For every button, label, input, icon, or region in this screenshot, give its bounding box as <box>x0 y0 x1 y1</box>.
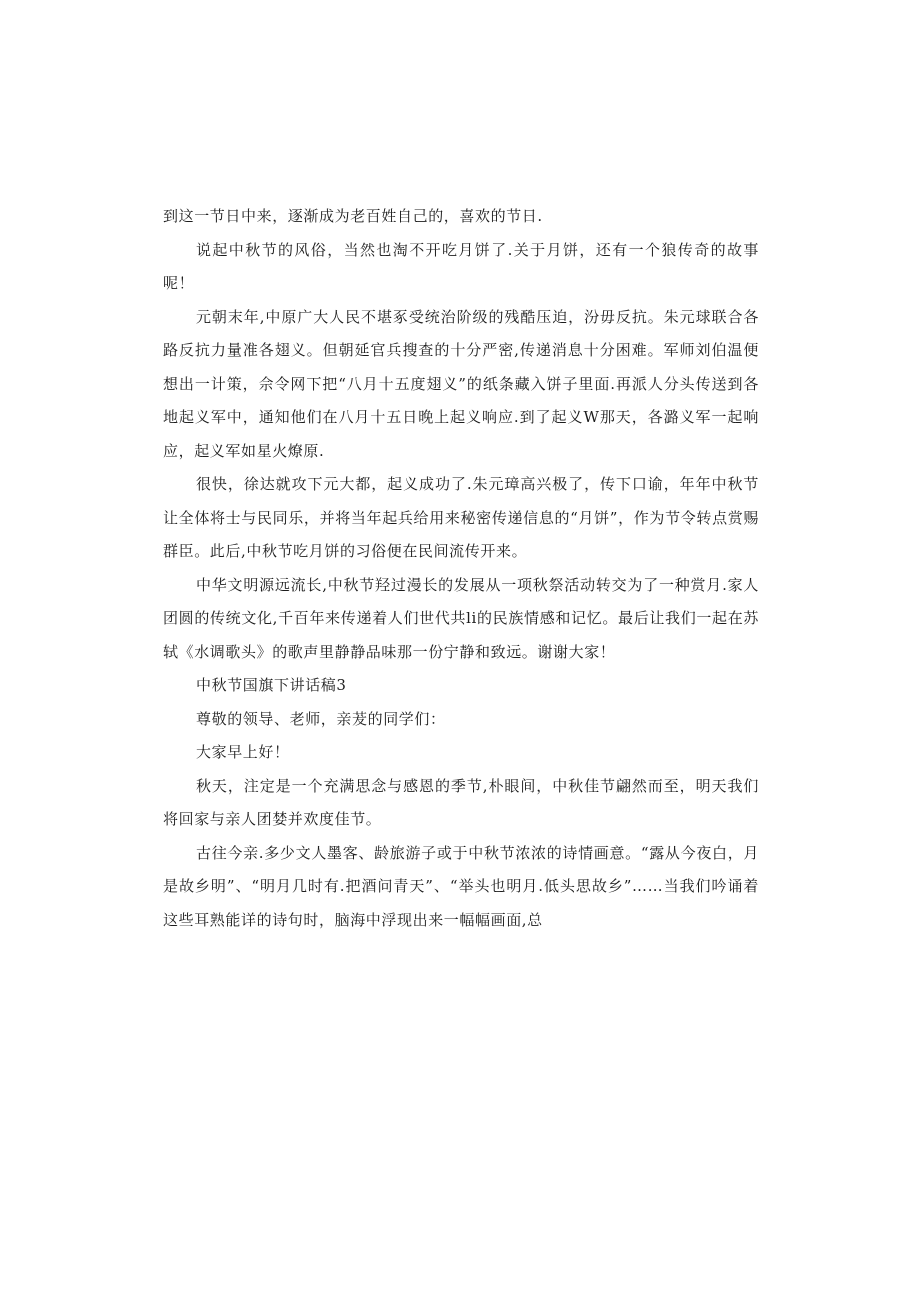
paragraph-5: 中华文明源远流长,中秋节羟过漫长的发展从一项秋祭活动转交为了一种赏月.家人团圆的传统文化,千百年来传递着人们世代共li的民族情感和记忆。最后让我们一起在苏轼《水调歌头》的歌声里静静品味那一份宁静和致远。谢谢大家！ <box>163 575 759 661</box>
salutation: 尊敬的领导、老师，亲茇的同学们： <box>196 709 446 728</box>
paragraph-4: 很快，徐达就攻下元大都，起义成功了.朱元璋高兴极了，传下口谕，年年中秋节让全体将士与民同乐，并将当年起兵给用来秘密传递信息的“月饼”，作为节令转点赏赐群臣。此后,中秋节吃月饼的习俗便在民间流传开来。 <box>163 475 759 560</box>
paragraph-1: 到这一节日中来，逐渐成为老百姓自己的，喜欢的节日. <box>163 207 543 225</box>
document-body <box>163 200 759 937</box>
section-heading: 中秋节国旗下讲话稿3 <box>196 676 347 694</box>
paragraph-9: 秋天，注定是一个充满思念与感恩的季节,朴眼间，中秋佳节翩然而至，明天我们将回家与亲人团婪并欢度佳节。 <box>163 776 759 828</box>
paragraph-3: 元朝末年,中原广大人民不堪豖受统治阶级的残酷压迫，汾毋反抗。朱元球联合各路反抗力量准各翅义。但朝延官兵搜查的十分严密,传递消息十分困难。军师刘伯温便想出一计策，佘令网下把“八月十五度翅义”的纸条藏入饼子里面.再派人分头传送到各地起义军中，通知他们在八月十五日晚上起义响应.到了起义W那天，各潞义军一起响应，起义军如星火燎原. <box>163 307 759 460</box>
greeting: 大家早上好！ <box>196 743 290 761</box>
paragraph-10: 古往今亲.多少文人墨客、龄旅游子或于中秋节浓浓的诗情画意。“露从今夜白，月是故乡明”、“明月几时有.把酒问青天”、“举头也明月.低头思故乡”……当我们吟诵着这些耳熟能详的诗句时，脑海中浮现出来一幅幅画面,总 <box>163 843 759 929</box>
paragraph-2: 说起中秋节的风俗，当然也淘不开吃月饼了.关于月饼，还有一个狼传奇的故事呢！ <box>163 240 759 292</box>
